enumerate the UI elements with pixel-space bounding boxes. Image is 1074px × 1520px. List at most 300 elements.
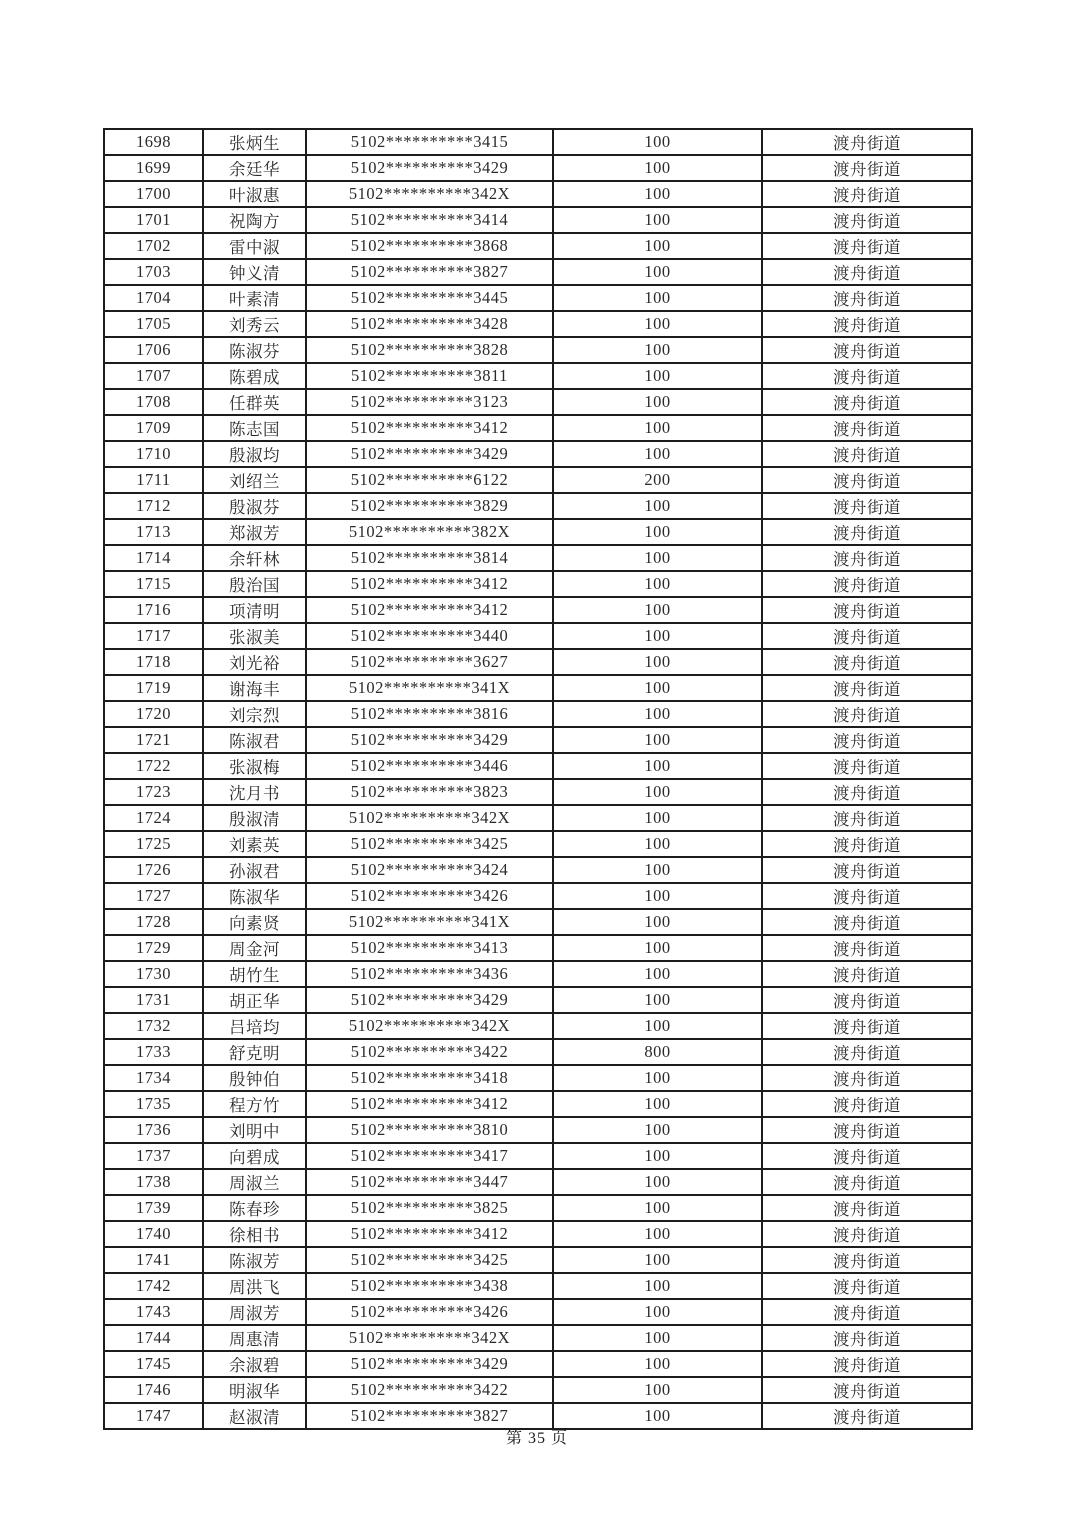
cell-amount: 100 bbox=[553, 1325, 762, 1351]
cell-serial-number: 1728 bbox=[104, 909, 203, 935]
cell-serial-number: 1741 bbox=[104, 1247, 203, 1273]
cell-amount: 100 bbox=[553, 1013, 762, 1039]
cell-person-name: 吕培均 bbox=[203, 1013, 306, 1039]
cell-district: 渡舟街道 bbox=[762, 1065, 972, 1091]
cell-amount: 100 bbox=[553, 831, 762, 857]
cell-serial-number: 1716 bbox=[104, 597, 203, 623]
cell-amount: 100 bbox=[553, 1091, 762, 1117]
cell-serial-number: 1719 bbox=[104, 675, 203, 701]
cell-masked-id: 5102**********3412 bbox=[306, 571, 553, 597]
cell-amount: 100 bbox=[553, 1403, 762, 1429]
cell-serial-number: 1746 bbox=[104, 1377, 203, 1403]
cell-serial-number: 1730 bbox=[104, 961, 203, 987]
cell-person-name: 雷中淑 bbox=[203, 233, 306, 259]
cell-serial-number: 1727 bbox=[104, 883, 203, 909]
cell-person-name: 陈淑芳 bbox=[203, 1247, 306, 1273]
cell-serial-number: 1699 bbox=[104, 155, 203, 181]
cell-amount: 100 bbox=[553, 311, 762, 337]
cell-masked-id: 5102**********3446 bbox=[306, 753, 553, 779]
cell-serial-number: 1720 bbox=[104, 701, 203, 727]
table-row bbox=[104, 753, 972, 779]
table-row bbox=[104, 779, 972, 805]
cell-amount: 100 bbox=[553, 857, 762, 883]
cell-masked-id: 5102**********3436 bbox=[306, 961, 553, 987]
table-row bbox=[104, 571, 972, 597]
cell-amount: 100 bbox=[553, 545, 762, 571]
table-row bbox=[104, 1221, 972, 1247]
cell-masked-id: 5102**********3425 bbox=[306, 1247, 553, 1273]
cell-masked-id: 5102**********3429 bbox=[306, 441, 553, 467]
cell-serial-number: 1726 bbox=[104, 857, 203, 883]
cell-serial-number: 1740 bbox=[104, 1221, 203, 1247]
cell-serial-number: 1723 bbox=[104, 779, 203, 805]
table-row bbox=[104, 1299, 972, 1325]
cell-person-name: 殷钟伯 bbox=[203, 1065, 306, 1091]
table-row bbox=[104, 1195, 972, 1221]
cell-amount: 100 bbox=[553, 519, 762, 545]
cell-person-name: 殷淑均 bbox=[203, 441, 306, 467]
table-row bbox=[104, 545, 972, 571]
cell-amount: 800 bbox=[553, 1039, 762, 1065]
cell-masked-id: 5102**********3868 bbox=[306, 233, 553, 259]
cell-person-name: 赵淑清 bbox=[203, 1403, 306, 1429]
cell-person-name: 刘秀云 bbox=[203, 311, 306, 337]
cell-district: 渡舟街道 bbox=[762, 623, 972, 649]
table-row bbox=[104, 467, 972, 493]
cell-person-name: 刘明中 bbox=[203, 1117, 306, 1143]
subsidy-roster-table bbox=[103, 128, 973, 1430]
cell-serial-number: 1707 bbox=[104, 363, 203, 389]
cell-serial-number: 1702 bbox=[104, 233, 203, 259]
table-row bbox=[104, 909, 972, 935]
cell-district: 渡舟街道 bbox=[762, 493, 972, 519]
table-row bbox=[104, 727, 972, 753]
cell-masked-id: 5102**********3438 bbox=[306, 1273, 553, 1299]
cell-serial-number: 1738 bbox=[104, 1169, 203, 1195]
cell-district: 渡舟街道 bbox=[762, 649, 972, 675]
cell-district: 渡舟街道 bbox=[762, 909, 972, 935]
cell-person-name: 舒克明 bbox=[203, 1039, 306, 1065]
cell-amount: 100 bbox=[553, 441, 762, 467]
table-row bbox=[104, 441, 972, 467]
cell-person-name: 孙淑君 bbox=[203, 857, 306, 883]
cell-masked-id: 5102**********3810 bbox=[306, 1117, 553, 1143]
cell-serial-number: 1714 bbox=[104, 545, 203, 571]
table-row bbox=[104, 1143, 972, 1169]
cell-district: 渡舟街道 bbox=[762, 129, 972, 155]
table-row bbox=[104, 1351, 972, 1377]
cell-person-name: 陈淑芬 bbox=[203, 337, 306, 363]
cell-district: 渡舟街道 bbox=[762, 805, 972, 831]
cell-person-name: 胡正华 bbox=[203, 987, 306, 1013]
table-row bbox=[104, 987, 972, 1013]
table-row bbox=[104, 831, 972, 857]
table-row bbox=[104, 181, 972, 207]
cell-district: 渡舟街道 bbox=[762, 1039, 972, 1065]
cell-amount: 100 bbox=[553, 909, 762, 935]
table-row bbox=[104, 857, 972, 883]
cell-serial-number: 1745 bbox=[104, 1351, 203, 1377]
cell-masked-id: 5102**********3828 bbox=[306, 337, 553, 363]
cell-person-name: 余廷华 bbox=[203, 155, 306, 181]
cell-district: 渡舟街道 bbox=[762, 1377, 972, 1403]
table-row bbox=[104, 1039, 972, 1065]
cell-masked-id: 5102**********3426 bbox=[306, 883, 553, 909]
cell-serial-number: 1721 bbox=[104, 727, 203, 753]
table-row bbox=[104, 1273, 972, 1299]
cell-amount: 100 bbox=[553, 1221, 762, 1247]
table-row bbox=[104, 285, 972, 311]
cell-person-name: 胡竹生 bbox=[203, 961, 306, 987]
cell-masked-id: 5102**********3425 bbox=[306, 831, 553, 857]
cell-person-name: 陈碧成 bbox=[203, 363, 306, 389]
cell-district: 渡舟街道 bbox=[762, 1351, 972, 1377]
cell-serial-number: 1705 bbox=[104, 311, 203, 337]
cell-masked-id: 5102**********3412 bbox=[306, 1221, 553, 1247]
table-row bbox=[104, 493, 972, 519]
table-row bbox=[104, 675, 972, 701]
cell-district: 渡舟街道 bbox=[762, 1169, 972, 1195]
cell-person-name: 周洪飞 bbox=[203, 1273, 306, 1299]
cell-amount: 100 bbox=[553, 285, 762, 311]
cell-amount: 100 bbox=[553, 675, 762, 701]
cell-amount: 100 bbox=[553, 1065, 762, 1091]
cell-masked-id: 5102**********3440 bbox=[306, 623, 553, 649]
table-row bbox=[104, 155, 972, 181]
table-row bbox=[104, 1247, 972, 1273]
cell-serial-number: 1712 bbox=[104, 493, 203, 519]
cell-district: 渡舟街道 bbox=[762, 701, 972, 727]
cell-masked-id: 5102**********341X bbox=[306, 909, 553, 935]
cell-amount: 100 bbox=[553, 129, 762, 155]
cell-masked-id: 5102**********3428 bbox=[306, 311, 553, 337]
cell-serial-number: 1711 bbox=[104, 467, 203, 493]
cell-serial-number: 1732 bbox=[104, 1013, 203, 1039]
cell-amount: 100 bbox=[553, 753, 762, 779]
cell-district: 渡舟街道 bbox=[762, 883, 972, 909]
cell-district: 渡舟街道 bbox=[762, 181, 972, 207]
table-row bbox=[104, 1117, 972, 1143]
table-row bbox=[104, 1091, 972, 1117]
cell-masked-id: 5102**********3412 bbox=[306, 1091, 553, 1117]
cell-serial-number: 1734 bbox=[104, 1065, 203, 1091]
table-row bbox=[104, 389, 972, 415]
table-row bbox=[104, 129, 972, 155]
cell-district: 渡舟街道 bbox=[762, 935, 972, 961]
cell-serial-number: 1700 bbox=[104, 181, 203, 207]
cell-masked-id: 5102**********3412 bbox=[306, 597, 553, 623]
cell-masked-id: 5102**********3827 bbox=[306, 1403, 553, 1429]
cell-serial-number: 1747 bbox=[104, 1403, 203, 1429]
table-row bbox=[104, 233, 972, 259]
cell-person-name: 任群英 bbox=[203, 389, 306, 415]
cell-amount: 100 bbox=[553, 1377, 762, 1403]
cell-masked-id: 5102**********3418 bbox=[306, 1065, 553, 1091]
cell-amount: 100 bbox=[553, 1117, 762, 1143]
cell-amount: 200 bbox=[553, 467, 762, 493]
cell-masked-id: 5102**********342X bbox=[306, 1325, 553, 1351]
cell-amount: 100 bbox=[553, 1143, 762, 1169]
cell-district: 渡舟街道 bbox=[762, 1195, 972, 1221]
cell-serial-number: 1717 bbox=[104, 623, 203, 649]
cell-amount: 100 bbox=[553, 623, 762, 649]
table-row bbox=[104, 311, 972, 337]
cell-masked-id: 5102**********382X bbox=[306, 519, 553, 545]
cell-person-name: 周惠清 bbox=[203, 1325, 306, 1351]
cell-masked-id: 5102**********342X bbox=[306, 1013, 553, 1039]
table-body bbox=[104, 129, 972, 1429]
cell-person-name: 刘素英 bbox=[203, 831, 306, 857]
cell-amount: 100 bbox=[553, 571, 762, 597]
cell-district: 渡舟街道 bbox=[762, 207, 972, 233]
cell-amount: 100 bbox=[553, 1247, 762, 1273]
table-row bbox=[104, 337, 972, 363]
cell-person-name: 刘绍兰 bbox=[203, 467, 306, 493]
cell-district: 渡舟街道 bbox=[762, 675, 972, 701]
cell-amount: 100 bbox=[553, 805, 762, 831]
cell-masked-id: 5102**********3429 bbox=[306, 987, 553, 1013]
cell-masked-id: 5102**********3825 bbox=[306, 1195, 553, 1221]
cell-amount: 100 bbox=[553, 1273, 762, 1299]
cell-serial-number: 1709 bbox=[104, 415, 203, 441]
table-row bbox=[104, 597, 972, 623]
cell-masked-id: 5102**********3447 bbox=[306, 1169, 553, 1195]
table-row bbox=[104, 805, 972, 831]
table-row bbox=[104, 259, 972, 285]
cell-masked-id: 5102**********3424 bbox=[306, 857, 553, 883]
cell-district: 渡舟街道 bbox=[762, 1299, 972, 1325]
cell-person-name: 郑淑芳 bbox=[203, 519, 306, 545]
cell-amount: 100 bbox=[553, 701, 762, 727]
cell-amount: 100 bbox=[553, 1351, 762, 1377]
cell-person-name: 余轩林 bbox=[203, 545, 306, 571]
cell-masked-id: 5102**********3429 bbox=[306, 727, 553, 753]
cell-amount: 100 bbox=[553, 233, 762, 259]
cell-person-name: 刘宗烈 bbox=[203, 701, 306, 727]
cell-amount: 100 bbox=[553, 415, 762, 441]
cell-person-name: 向素贤 bbox=[203, 909, 306, 935]
cell-masked-id: 5102**********3814 bbox=[306, 545, 553, 571]
cell-masked-id: 5102**********3123 bbox=[306, 389, 553, 415]
cell-serial-number: 1743 bbox=[104, 1299, 203, 1325]
cell-district: 渡舟街道 bbox=[762, 1143, 972, 1169]
table-row bbox=[104, 1325, 972, 1351]
table-row bbox=[104, 1169, 972, 1195]
cell-serial-number: 1704 bbox=[104, 285, 203, 311]
cell-district: 渡舟街道 bbox=[762, 285, 972, 311]
cell-district: 渡舟街道 bbox=[762, 753, 972, 779]
cell-district: 渡舟街道 bbox=[762, 1273, 972, 1299]
cell-amount: 100 bbox=[553, 259, 762, 285]
table-row bbox=[104, 1065, 972, 1091]
cell-person-name: 陈志国 bbox=[203, 415, 306, 441]
cell-person-name: 徐相书 bbox=[203, 1221, 306, 1247]
cell-serial-number: 1710 bbox=[104, 441, 203, 467]
cell-serial-number: 1701 bbox=[104, 207, 203, 233]
cell-serial-number: 1729 bbox=[104, 935, 203, 961]
cell-serial-number: 1706 bbox=[104, 337, 203, 363]
table-row bbox=[104, 363, 972, 389]
cell-serial-number: 1698 bbox=[104, 129, 203, 155]
table-row bbox=[104, 701, 972, 727]
table-row bbox=[104, 415, 972, 441]
cell-amount: 100 bbox=[553, 493, 762, 519]
page-number-footer: 第 35 页 bbox=[505, 1430, 568, 1447]
cell-amount: 100 bbox=[553, 155, 762, 181]
cell-district: 渡舟街道 bbox=[762, 1221, 972, 1247]
cell-person-name: 明淑华 bbox=[203, 1377, 306, 1403]
cell-person-name: 陈淑君 bbox=[203, 727, 306, 753]
cell-district: 渡舟街道 bbox=[762, 779, 972, 805]
cell-person-name: 向碧成 bbox=[203, 1143, 306, 1169]
cell-district: 渡舟街道 bbox=[762, 259, 972, 285]
cell-serial-number: 1722 bbox=[104, 753, 203, 779]
cell-masked-id: 5102**********341X bbox=[306, 675, 553, 701]
cell-amount: 100 bbox=[553, 727, 762, 753]
cell-person-name: 祝陶方 bbox=[203, 207, 306, 233]
cell-district: 渡舟街道 bbox=[762, 987, 972, 1013]
cell-district: 渡舟街道 bbox=[762, 1117, 972, 1143]
cell-serial-number: 1731 bbox=[104, 987, 203, 1013]
cell-person-name: 余淑碧 bbox=[203, 1351, 306, 1377]
cell-person-name: 殷淑芬 bbox=[203, 493, 306, 519]
cell-masked-id: 5102**********3811 bbox=[306, 363, 553, 389]
cell-amount: 100 bbox=[553, 1299, 762, 1325]
cell-district: 渡舟街道 bbox=[762, 1091, 972, 1117]
cell-district: 渡舟街道 bbox=[762, 1247, 972, 1273]
cell-serial-number: 1737 bbox=[104, 1143, 203, 1169]
cell-serial-number: 1724 bbox=[104, 805, 203, 831]
cell-amount: 100 bbox=[553, 779, 762, 805]
cell-person-name: 周淑兰 bbox=[203, 1169, 306, 1195]
cell-masked-id: 5102**********3827 bbox=[306, 259, 553, 285]
cell-district: 渡舟街道 bbox=[762, 415, 972, 441]
cell-district: 渡舟街道 bbox=[762, 1403, 972, 1429]
table-row bbox=[104, 1377, 972, 1403]
cell-amount: 100 bbox=[553, 181, 762, 207]
cell-district: 渡舟街道 bbox=[762, 571, 972, 597]
table-row bbox=[104, 1013, 972, 1039]
cell-amount: 100 bbox=[553, 1195, 762, 1221]
cell-masked-id: 5102**********342X bbox=[306, 181, 553, 207]
cell-district: 渡舟街道 bbox=[762, 389, 972, 415]
cell-person-name: 项清明 bbox=[203, 597, 306, 623]
cell-masked-id: 5102**********342X bbox=[306, 805, 553, 831]
cell-person-name: 周淑芳 bbox=[203, 1299, 306, 1325]
cell-masked-id: 5102**********3429 bbox=[306, 155, 553, 181]
cell-amount: 100 bbox=[553, 961, 762, 987]
table-row bbox=[104, 519, 972, 545]
cell-person-name: 殷淑清 bbox=[203, 805, 306, 831]
cell-masked-id: 5102**********3413 bbox=[306, 935, 553, 961]
cell-serial-number: 1725 bbox=[104, 831, 203, 857]
cell-district: 渡舟街道 bbox=[762, 961, 972, 987]
table-row bbox=[104, 207, 972, 233]
table-row bbox=[104, 935, 972, 961]
cell-district: 渡舟街道 bbox=[762, 311, 972, 337]
cell-district: 渡舟街道 bbox=[762, 519, 972, 545]
cell-serial-number: 1733 bbox=[104, 1039, 203, 1065]
cell-person-name: 张淑美 bbox=[203, 623, 306, 649]
cell-district: 渡舟街道 bbox=[762, 831, 972, 857]
cell-masked-id: 5102**********3627 bbox=[306, 649, 553, 675]
cell-masked-id: 5102**********3422 bbox=[306, 1039, 553, 1065]
cell-district: 渡舟街道 bbox=[762, 467, 972, 493]
cell-district: 渡舟街道 bbox=[762, 597, 972, 623]
cell-person-name: 程方竹 bbox=[203, 1091, 306, 1117]
cell-serial-number: 1744 bbox=[104, 1325, 203, 1351]
cell-person-name: 殷治国 bbox=[203, 571, 306, 597]
cell-amount: 100 bbox=[553, 337, 762, 363]
cell-amount: 100 bbox=[553, 883, 762, 909]
cell-serial-number: 1718 bbox=[104, 649, 203, 675]
cell-amount: 100 bbox=[553, 597, 762, 623]
cell-person-name: 沈月书 bbox=[203, 779, 306, 805]
cell-district: 渡舟街道 bbox=[762, 337, 972, 363]
cell-masked-id: 5102**********3414 bbox=[306, 207, 553, 233]
cell-district: 渡舟街道 bbox=[762, 1325, 972, 1351]
cell-person-name: 刘光裕 bbox=[203, 649, 306, 675]
cell-serial-number: 1736 bbox=[104, 1117, 203, 1143]
cell-serial-number: 1742 bbox=[104, 1273, 203, 1299]
cell-district: 渡舟街道 bbox=[762, 1013, 972, 1039]
cell-masked-id: 5102**********3417 bbox=[306, 1143, 553, 1169]
cell-serial-number: 1739 bbox=[104, 1195, 203, 1221]
cell-amount: 100 bbox=[553, 207, 762, 233]
cell-masked-id: 5102**********3412 bbox=[306, 415, 553, 441]
cell-person-name: 陈春珍 bbox=[203, 1195, 306, 1221]
cell-masked-id: 5102**********3429 bbox=[306, 1351, 553, 1377]
cell-person-name: 谢海丰 bbox=[203, 675, 306, 701]
cell-amount: 100 bbox=[553, 935, 762, 961]
cell-person-name: 陈淑华 bbox=[203, 883, 306, 909]
cell-serial-number: 1715 bbox=[104, 571, 203, 597]
cell-district: 渡舟街道 bbox=[762, 545, 972, 571]
cell-district: 渡舟街道 bbox=[762, 727, 972, 753]
cell-masked-id: 5102**********3816 bbox=[306, 701, 553, 727]
cell-amount: 100 bbox=[553, 363, 762, 389]
cell-masked-id: 5102**********3829 bbox=[306, 493, 553, 519]
cell-person-name: 张淑梅 bbox=[203, 753, 306, 779]
cell-amount: 100 bbox=[553, 987, 762, 1013]
table-row bbox=[104, 883, 972, 909]
cell-district: 渡舟街道 bbox=[762, 857, 972, 883]
cell-amount: 100 bbox=[553, 389, 762, 415]
cell-district: 渡舟街道 bbox=[762, 363, 972, 389]
cell-masked-id: 5102**********3426 bbox=[306, 1299, 553, 1325]
cell-district: 渡舟街道 bbox=[762, 155, 972, 181]
cell-masked-id: 5102**********6122 bbox=[306, 467, 553, 493]
cell-district: 渡舟街道 bbox=[762, 441, 972, 467]
cell-masked-id: 5102**********3415 bbox=[306, 129, 553, 155]
table-row bbox=[104, 649, 972, 675]
cell-masked-id: 5102**********3823 bbox=[306, 779, 553, 805]
cell-masked-id: 5102**********3422 bbox=[306, 1377, 553, 1403]
cell-amount: 100 bbox=[553, 1169, 762, 1195]
cell-person-name: 叶淑惠 bbox=[203, 181, 306, 207]
cell-serial-number: 1703 bbox=[104, 259, 203, 285]
cell-serial-number: 1735 bbox=[104, 1091, 203, 1117]
cell-person-name: 钟义清 bbox=[203, 259, 306, 285]
cell-amount: 100 bbox=[553, 649, 762, 675]
cell-person-name: 叶素清 bbox=[203, 285, 306, 311]
cell-district: 渡舟街道 bbox=[762, 233, 972, 259]
cell-person-name: 周金河 bbox=[203, 935, 306, 961]
cell-masked-id: 5102**********3445 bbox=[306, 285, 553, 311]
table-row bbox=[104, 961, 972, 987]
table-row bbox=[104, 623, 972, 649]
cell-serial-number: 1713 bbox=[104, 519, 203, 545]
